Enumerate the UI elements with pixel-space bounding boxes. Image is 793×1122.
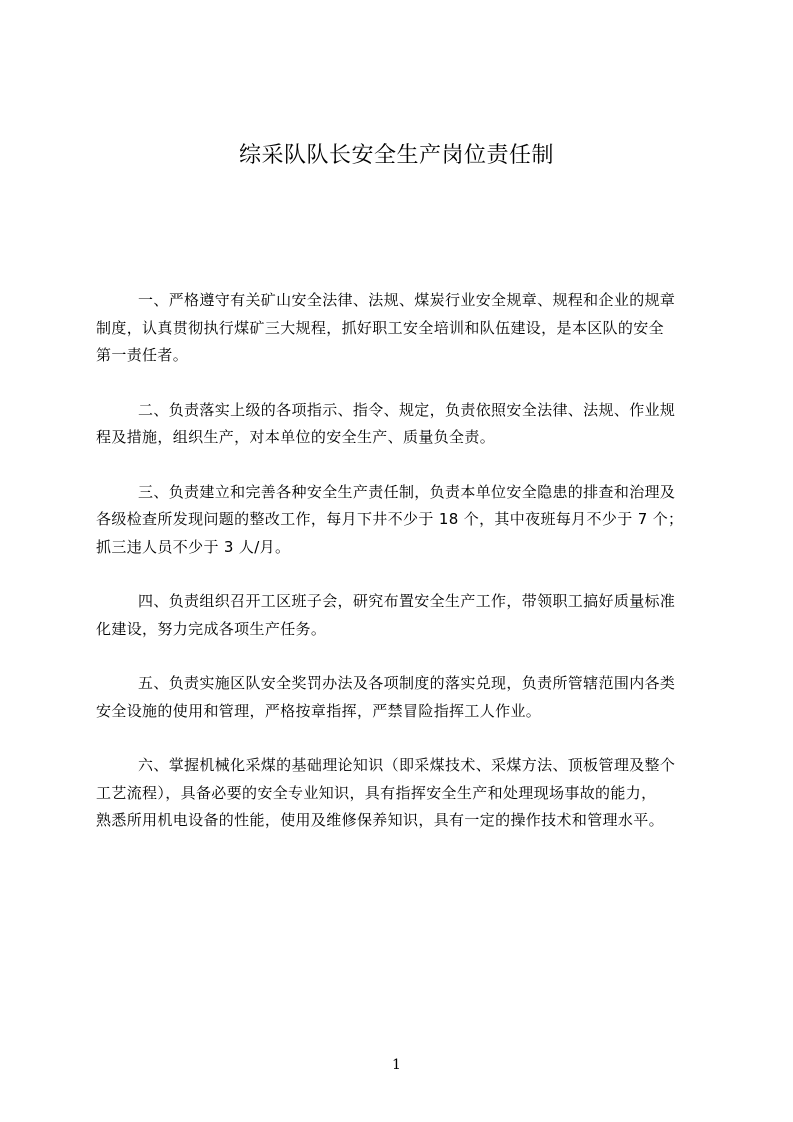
- paragraph-line: 一、严格遵守有关矿山安全法律、法规、煤炭行业安全规章、规程和企业的规章: [138, 291, 676, 309]
- paragraph-line: 四、负责组织召开工区班子会，研究布置安全生产工作，带领职工搞好质量标准: [138, 592, 676, 610]
- document-body: [96, 287, 701, 862]
- paragraph-line: 工艺流程），具备必要的安全专业知识，具有指挥安全生产和处理现场事故的能力，: [96, 783, 657, 802]
- paragraph-line: 第一责任者。: [96, 346, 189, 364]
- paragraph-line: 三、负责建立和完善各种安全生产责任制，负责本单位安全隐患的排查和治理及: [138, 482, 676, 501]
- paragraph-2: [96, 397, 701, 452]
- paragraph-line: 熟悉所用机电设备的性能，使用及维修保养知识，具有一定的操作技术和管理水平。: [96, 811, 664, 829]
- paragraph-6: [96, 752, 701, 835]
- page-number: 1: [392, 1057, 401, 1073]
- paragraph-1: [96, 287, 701, 370]
- paragraph-3: [96, 479, 701, 562]
- paragraph-line: 制度，认真贯彻执行煤矿三大规程，抓好职工安全培训和队伍建设，是本区队的安全: [96, 318, 664, 337]
- document-title: 综采队队长安全生产岗位责任制: [238, 143, 554, 168]
- paragraph-line: 化建设，努力完成各项生产任务。: [96, 619, 327, 638]
- paragraph-line: 五、负责实施区队安全奖罚办法及各项制度的落实兑现，负责所管辖范围内各类: [138, 674, 676, 692]
- paragraph-line: 安全设施的使用和管理，严格按章指挥，严禁冒险指挥工人作业。: [96, 701, 542, 720]
- paragraph-line: 六、掌握机械化采煤的基础理论知识（即采煤技术、采煤方法、顶板管理及整个: [138, 756, 676, 774]
- paragraph-line: 二、负责落实上级的各项指示、指令、规定，负责依照安全法律、法规、作业规: [138, 400, 676, 419]
- paragraph-4: [96, 588, 701, 643]
- paragraph-line: 抓三违人员不少于 3 人/月。: [96, 537, 291, 556]
- paragraph-5: [96, 670, 701, 725]
- paragraph-line: 程及措施，组织生产，对本单位的安全生产、质量负全责。: [96, 428, 496, 446]
- paragraph-line: 各级检查所发现问题的整改工作，每月下井不少于 18 个，其中夜班每月不少于 7 个；: [96, 510, 684, 528]
